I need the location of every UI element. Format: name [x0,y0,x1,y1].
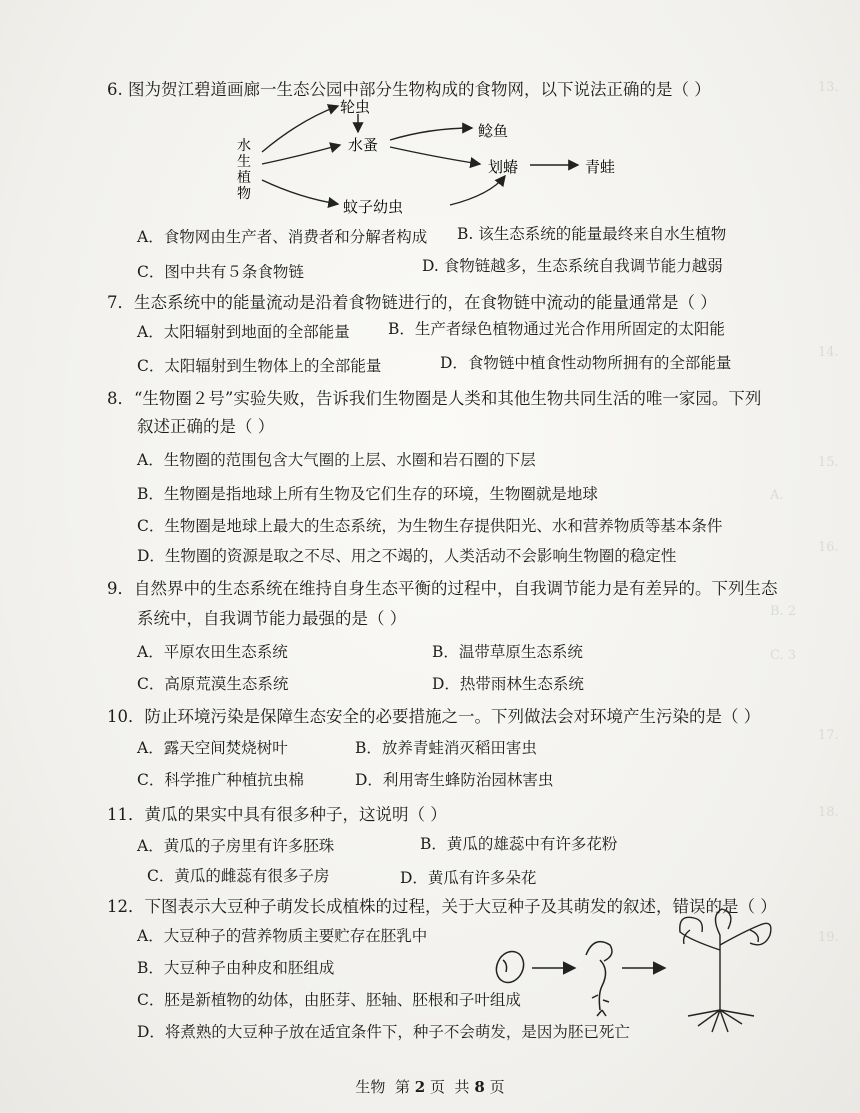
question-9-option-a: A．平原农田生态系统 [137,643,288,661]
arrow-shuiying-guiyu [390,128,472,140]
question-12-option-a: A．大豆种子的营养物质主要贮存在胚乳中 [137,927,428,945]
question-10-option-d: D．利用寄生蜂防治园林害虫 [355,771,554,789]
footer-gong: 共 [454,1078,470,1096]
question-9-option-d: D．热带雨林生态系统 [432,675,584,693]
footer-ye-2: 页 [489,1078,505,1096]
question-8-option-d: D．生物圈的资源是取之不尽、用之不竭的，人类活动不会影响生物圈的稳定性 [137,547,677,565]
question-12-option-b: B．大豆种子由种皮和胚组成 [137,959,335,977]
question-6-option-b: B. 该生态系统的能量最终来自水生植物 [457,225,727,243]
shuiying-label: 水蚤 [348,136,379,154]
question-8-option-b: B．生物圈是指地球上所有生物及它们生存的环境，生物圈就是地球 [137,485,598,503]
arrow-plant-lunchong [262,106,338,152]
question-10-option-a: A．露天空间焚烧树叶 [137,739,288,757]
footer-page-number: 2 [414,1078,426,1096]
lunchong-label: 轮虫 [340,98,371,116]
question-11-option-c: C．黄瓜的雌蕊有很多子房 [147,867,330,885]
plant-label-3: 植 [237,170,251,186]
question-6-option-d: D. 食物链越多，生态系统自我调节能力越弱 [422,257,723,275]
bleed-text: B. 2 [770,604,797,619]
question-12-option-d: D．将煮熟的大豆种子放在适宜条件下，种子不会萌发，是因为胚已死亡 [137,1023,630,1041]
question-11-option-a: A．黄瓜的子房里有许多胚珠 [137,837,335,855]
arrow-shuiying-huadiao [390,147,480,164]
question-7-option-a: A．太阳辐射到地面的全部能量 [137,323,350,341]
arrow-plant-wenzi [262,180,338,204]
question-7-option-d: D．食物链中植食性动物所拥有的全部能量 [440,354,732,372]
food-web-arrows [262,106,578,205]
page-footer [0,1076,860,1097]
plant-icon [680,909,771,1032]
bleed-text: A. [770,488,784,503]
plant-label-2: 生 [237,154,251,170]
seedling-icon [586,942,612,1016]
question-12-stem: 12．下图表示大豆种子萌发长成植株的过程，关于大豆种子及其萌发的叙述，错误的是（ ） [107,897,777,916]
footer-subject: 生物 [355,1078,386,1096]
wenzi-label: 蚊子幼虫 [343,198,404,216]
question-12-option-c: C．胚是新植物的幼体，由胚芽、胚轴、胚根和子叶组成 [137,991,521,1009]
question-6-option-a: A．食物网由生产者、消费者和分解者构成 [137,228,428,246]
plant-label-1: 水 [237,138,251,154]
plant-label-4: 物 [237,186,251,202]
footer-di: 第 [394,1078,410,1096]
question-9-option-b: B．温带草原生态系统 [432,643,583,661]
question-7-option-b: B．生产者绿色植物通过光合作用所固定的太阳能 [388,320,725,338]
bleed-number: 16. [818,540,839,555]
question-11-option-d: D．黄瓜有许多朵花 [400,869,537,887]
bleed-number: 19. [818,930,839,945]
food-web-labels [237,98,615,216]
seed-icon [491,947,528,987]
bleed-text: C. 3 [770,648,797,663]
footer-ye: 页 [429,1078,445,1096]
bleed-number: 13. [818,80,839,95]
arrow-wenzi-huadiao [450,176,505,205]
question-6-option-c: C．图中共有５条食物链 [137,263,304,281]
bleed-number: 17. [818,728,839,743]
question-8-option-a: A．生物圈的范围包含大气圈的上层、水圈和岩石圈的下层 [137,451,536,469]
question-7-stem: 7．生态系统中的能量流动是沿着食物链进行的，在食物链中流动的能量通常是（ ） [107,293,717,312]
question-10-stem: 10．防止环境污染是保障生态安全的必要措施之一。下列做法会对环境产生污染的是（ ） [107,707,761,726]
arrow-plant-shuiying [262,145,340,164]
huadiao-label: 划蝽 [488,158,519,176]
question-8-stem-line1: 8．“生物圈２号”实验失败，告诉我们生物圈是人类和其他生物共同生活的唯一家园。下列 [107,389,762,408]
footer-total-pages: 8 [474,1078,485,1096]
bleed-number: 14. [818,345,839,360]
question-11-option-b: B．黄瓜的雄蕊中有许多花粉 [420,835,618,853]
question-6-stem: 6. 图为贺江碧道画廊一生态公园中部分生物构成的食物网，以下说法正确的是（ ） [107,80,711,99]
question-10-option-c: C．科学推广种植抗虫棉 [137,771,304,789]
bleed-number: 18. [818,805,839,820]
question-11-stem: 11．黄瓜的果实中具有很多种子，这说明（ ） [107,805,447,824]
question-8-option-c: C．生物圈是地球上最大的生态系统，为生物生存提供阳光、水和营养物质等基本条件 [137,517,723,535]
question-9-stem-line1: 9．自然界中的生态系统在维持自身生态平衡的过程中，自我调节能力是有差异的。下列生态 [107,579,778,598]
question-8-stem-line2: 叙述正确的是（ ） [137,417,275,436]
qingwa-label: 青蛙 [585,158,616,176]
question-10-option-b: B．放养青蛙消灭稻田害虫 [355,739,537,757]
question-9-stem-line2: 系统中，自我调节能力最强的是（ ） [137,609,407,628]
bleed-number: 15. [818,455,839,470]
question-9-option-c: C．高原荒漠生态系统 [137,675,289,693]
question-7-option-c: C．太阳辐射到生物体上的全部能量 [137,357,382,375]
guiyu-label: 鲶鱼 [478,122,509,140]
